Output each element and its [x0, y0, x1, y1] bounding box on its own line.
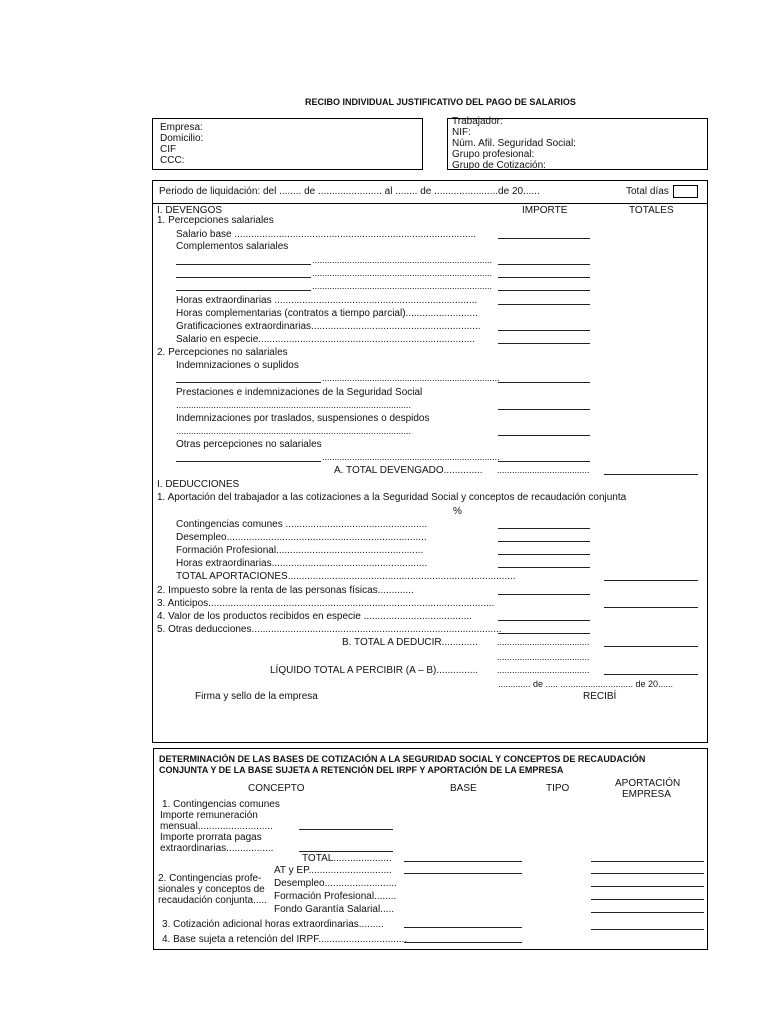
otras-deducciones: 5. Otras deducciones..........................................................................................: [157, 624, 502, 635]
prestaciones-line[interactable]: [498, 409, 590, 410]
cif-label: CIF: [160, 144, 177, 155]
irpf-line[interactable]: [498, 594, 590, 595]
total-aport-line[interactable]: [591, 861, 704, 862]
total-dias-box[interactable]: [673, 185, 698, 198]
cotizacion-adicional: 3. Cotización adicional horas extraordinarias.........: [162, 919, 384, 930]
prorrata-line[interactable]: [299, 851, 393, 852]
otras-line[interactable]: [498, 461, 590, 462]
prestaciones-dots: ..............................................................................................: [176, 400, 412, 410]
periodo-divider: [152, 203, 708, 204]
total-deducir-line[interactable]: [604, 646, 698, 647]
contingencias-comunes: Contingencias comunes ...................................................: [176, 519, 428, 530]
otras-deducciones-line[interactable]: [498, 633, 590, 634]
otras-dots: .......................................................................: [322, 452, 500, 462]
liquido-total: LÍQUIDO TOTAL A PERCIBIR (A – B)...............: [270, 665, 479, 676]
bases-heading-2: CONJUNTA Y DE LA BASE SUJETA A RETENCIÓN DEL IRPF Y APORTACIÓN DE LA EMPRESA: [159, 765, 564, 775]
bases-formacion: Formación Profesional........: [274, 891, 397, 902]
recibi-label: RECIBÍ: [583, 691, 617, 702]
indemnizaciones-traslados: Indemnizaciones por traslados, suspensiones o despidos: [176, 413, 430, 424]
contingencias-line[interactable]: [498, 528, 590, 529]
salario-especie: Salario en especie..............................................................................: [176, 334, 475, 345]
valor-productos-line[interactable]: [498, 620, 590, 621]
total-aportaciones-line[interactable]: [604, 580, 698, 581]
indemnizaciones-name-line[interactable]: [176, 382, 321, 383]
valor-productos: 4. Valor de los productos recibidos en especie .......................................: [157, 611, 472, 622]
extraordinarias: extraordinarias.................: [160, 843, 274, 854]
total-devengado: A. TOTAL DEVENGADO..............: [334, 465, 483, 476]
complemento-name-line-2[interactable]: [176, 277, 311, 278]
importe-prorrata: Importe prorrata pagas: [160, 832, 262, 843]
periodo-liquidacion: Periodo de liquidación: del ........ de ....................... al ........ de .......................de 20......: [159, 186, 540, 197]
mensual-line[interactable]: [299, 829, 393, 830]
complemento-name-line-1[interactable]: [176, 264, 311, 265]
col-importe: IMPORTE: [522, 205, 568, 216]
gratificaciones: Gratificaciones extraordinarias.............................................................: [176, 321, 481, 332]
complemento-line-2[interactable]: [498, 277, 590, 278]
horas-complementarias: Horas complementarias (contratos a tiempo parcial)..........................: [176, 308, 478, 319]
mensual: mensual...........................: [160, 821, 273, 832]
contingencias-profesionales-1: 2. Contingencias profe-: [158, 873, 262, 884]
complemento-dots-2: ........................................................................: [312, 268, 493, 278]
prestaciones-seguridad-social: Prestaciones e indemnizaciones de la Seguridad Social: [176, 387, 423, 398]
percepciones-no-salariales: 2. Percepciones no salariales: [157, 347, 288, 358]
bases-cc-title: 1. Contingencias comunes: [162, 799, 280, 810]
salario-especie-line[interactable]: [498, 343, 590, 344]
total-dias-label: Total días: [626, 186, 669, 197]
liquido-dots: .....................................: [497, 665, 590, 675]
salario-base: Salario base .......................................................................................: [176, 229, 477, 240]
horas-extra-line[interactable]: [498, 304, 590, 305]
col-base: BASE: [450, 783, 477, 794]
trabajador-label: Trabajador:: [452, 116, 503, 127]
indemnizaciones-line[interactable]: [498, 382, 590, 383]
at-ep-aport-line[interactable]: [591, 873, 704, 874]
deducciones-heading: I. DEDUCCIONES: [157, 479, 240, 490]
cotizacion-aport-line[interactable]: [591, 929, 704, 930]
anticipos: 3. Anticipos.......................................................................................................: [157, 598, 495, 609]
formacion-profesional: Formación Profesional.....................................................: [176, 545, 424, 556]
blank-dots: .....................................: [497, 652, 590, 662]
base-irpf-line[interactable]: [404, 942, 522, 943]
total-deducir-dots: .....................................: [497, 637, 590, 647]
at-ep: AT y EP..............................: [274, 865, 392, 876]
col-aportacion: APORTACIÓN: [615, 778, 681, 789]
complementos-salariales: Complementos salariales: [176, 241, 289, 252]
contingencias-profesionales-3: recaudación conjunta.....: [158, 895, 267, 906]
cotizacion-base-line[interactable]: [404, 927, 522, 928]
otras-name-line[interactable]: [176, 461, 321, 462]
desempleo-line[interactable]: [498, 541, 590, 542]
otras-percepciones: Otras percepciones no salariales: [176, 439, 322, 450]
firma-sello: Firma y sello de la empresa: [195, 691, 318, 702]
col-tipo: TIPO: [546, 783, 570, 794]
percepciones-salariales: 1. Percepciones salariales: [157, 215, 274, 226]
total-a-deducir: B. TOTAL A DEDUCIR.............: [342, 637, 478, 648]
complemento-dots-3: ........................................................................: [312, 281, 493, 291]
liquido-line[interactable]: [604, 674, 698, 675]
formacion-line[interactable]: [498, 554, 590, 555]
desempleo-aport-line[interactable]: [591, 886, 704, 887]
indemnizaciones-dots: .......................................................................: [322, 373, 500, 383]
bases-heading-1: DETERMINACIÓN DE LAS BASES DE COTIZACIÓN A LA SEGURIDAD SOCIAL Y CONCEPTOS DE RECAUDACIÓN: [159, 754, 646, 764]
grupo-cotizacion-label: Grupo de Cotización:: [452, 160, 546, 171]
gratificaciones-line[interactable]: [498, 330, 590, 331]
fecha-line: ............. de ..... ............................. de 20......: [498, 679, 674, 689]
horas-extra-ded-line[interactable]: [498, 567, 590, 568]
at-ep-base-line[interactable]: [404, 873, 522, 874]
indemnizaciones-suplidos: Indemnizaciones o suplidos: [176, 360, 299, 371]
complemento-line-1[interactable]: [498, 264, 590, 265]
base-irpf: 4. Base sujeta a retención del IRPF................................: [162, 934, 408, 945]
bases-desempleo: Desempleo..........................: [274, 878, 397, 889]
percent-label: %: [453, 506, 462, 517]
col-totales: TOTALES: [629, 205, 674, 216]
traslados-line[interactable]: [498, 435, 590, 436]
anticipos-line[interactable]: [604, 607, 698, 608]
total-devengado-dots: .....................................: [497, 465, 590, 475]
col-concepto: CONCEPTO: [248, 783, 305, 794]
num-afil-label: Núm. Afil. Seguridad Social:: [452, 138, 576, 149]
formacion-aport-line[interactable]: [591, 899, 704, 900]
ccc-label: CCC:: [160, 155, 185, 166]
complemento-dots-1: ........................................................................: [312, 255, 493, 265]
desempleo: Desempleo........................................................................: [176, 532, 427, 543]
traslados-dots: ..............................................................................................: [176, 426, 412, 436]
irpf: 2. Impuesto sobre la renta de las personas físicas.............: [157, 585, 414, 596]
grupo-profesional-label: Grupo profesional:: [452, 149, 535, 160]
devengos-heading: I. DEVENGOS: [157, 205, 223, 216]
total-devengado-line[interactable]: [604, 474, 698, 475]
fondo-garantia: Fondo Garantía Salarial.....: [274, 904, 395, 915]
aportacion-trabajador: 1. Aportación del trabajador a las cotizaciones a la Seguridad Social y conceptos de recaudación conjunta: [157, 492, 627, 503]
document-title: RECIBO INDIVIDUAL JUSTIFICATIVO DEL PAGO DE SALARIOS: [305, 97, 576, 107]
salario-base-line[interactable]: [498, 238, 590, 239]
empresa-label: Empresa:: [160, 122, 203, 133]
complemento-line-3[interactable]: [498, 290, 590, 291]
total-aportaciones: TOTAL APORTACIONES..................................................................................: [176, 571, 516, 582]
bases-total: TOTAL.....................: [302, 853, 392, 864]
nif-label: NIF:: [452, 127, 471, 138]
complemento-name-line-3[interactable]: [176, 290, 311, 291]
fondo-aport-line[interactable]: [591, 912, 704, 913]
col-empresa: EMPRESA: [622, 789, 671, 800]
domicilio-label: Domicilio:: [160, 133, 204, 144]
horas-extraordinarias-ded: Horas extraordinarias........................................................: [176, 558, 428, 569]
total-base-line[interactable]: [404, 861, 522, 862]
horas-extraordinarias: Horas extraordinarias .........................................................................: [176, 295, 478, 306]
contingencias-profesionales-2: sionales y conceptos de: [158, 884, 265, 895]
importe-remuneracion: Importe remuneración: [160, 810, 258, 821]
